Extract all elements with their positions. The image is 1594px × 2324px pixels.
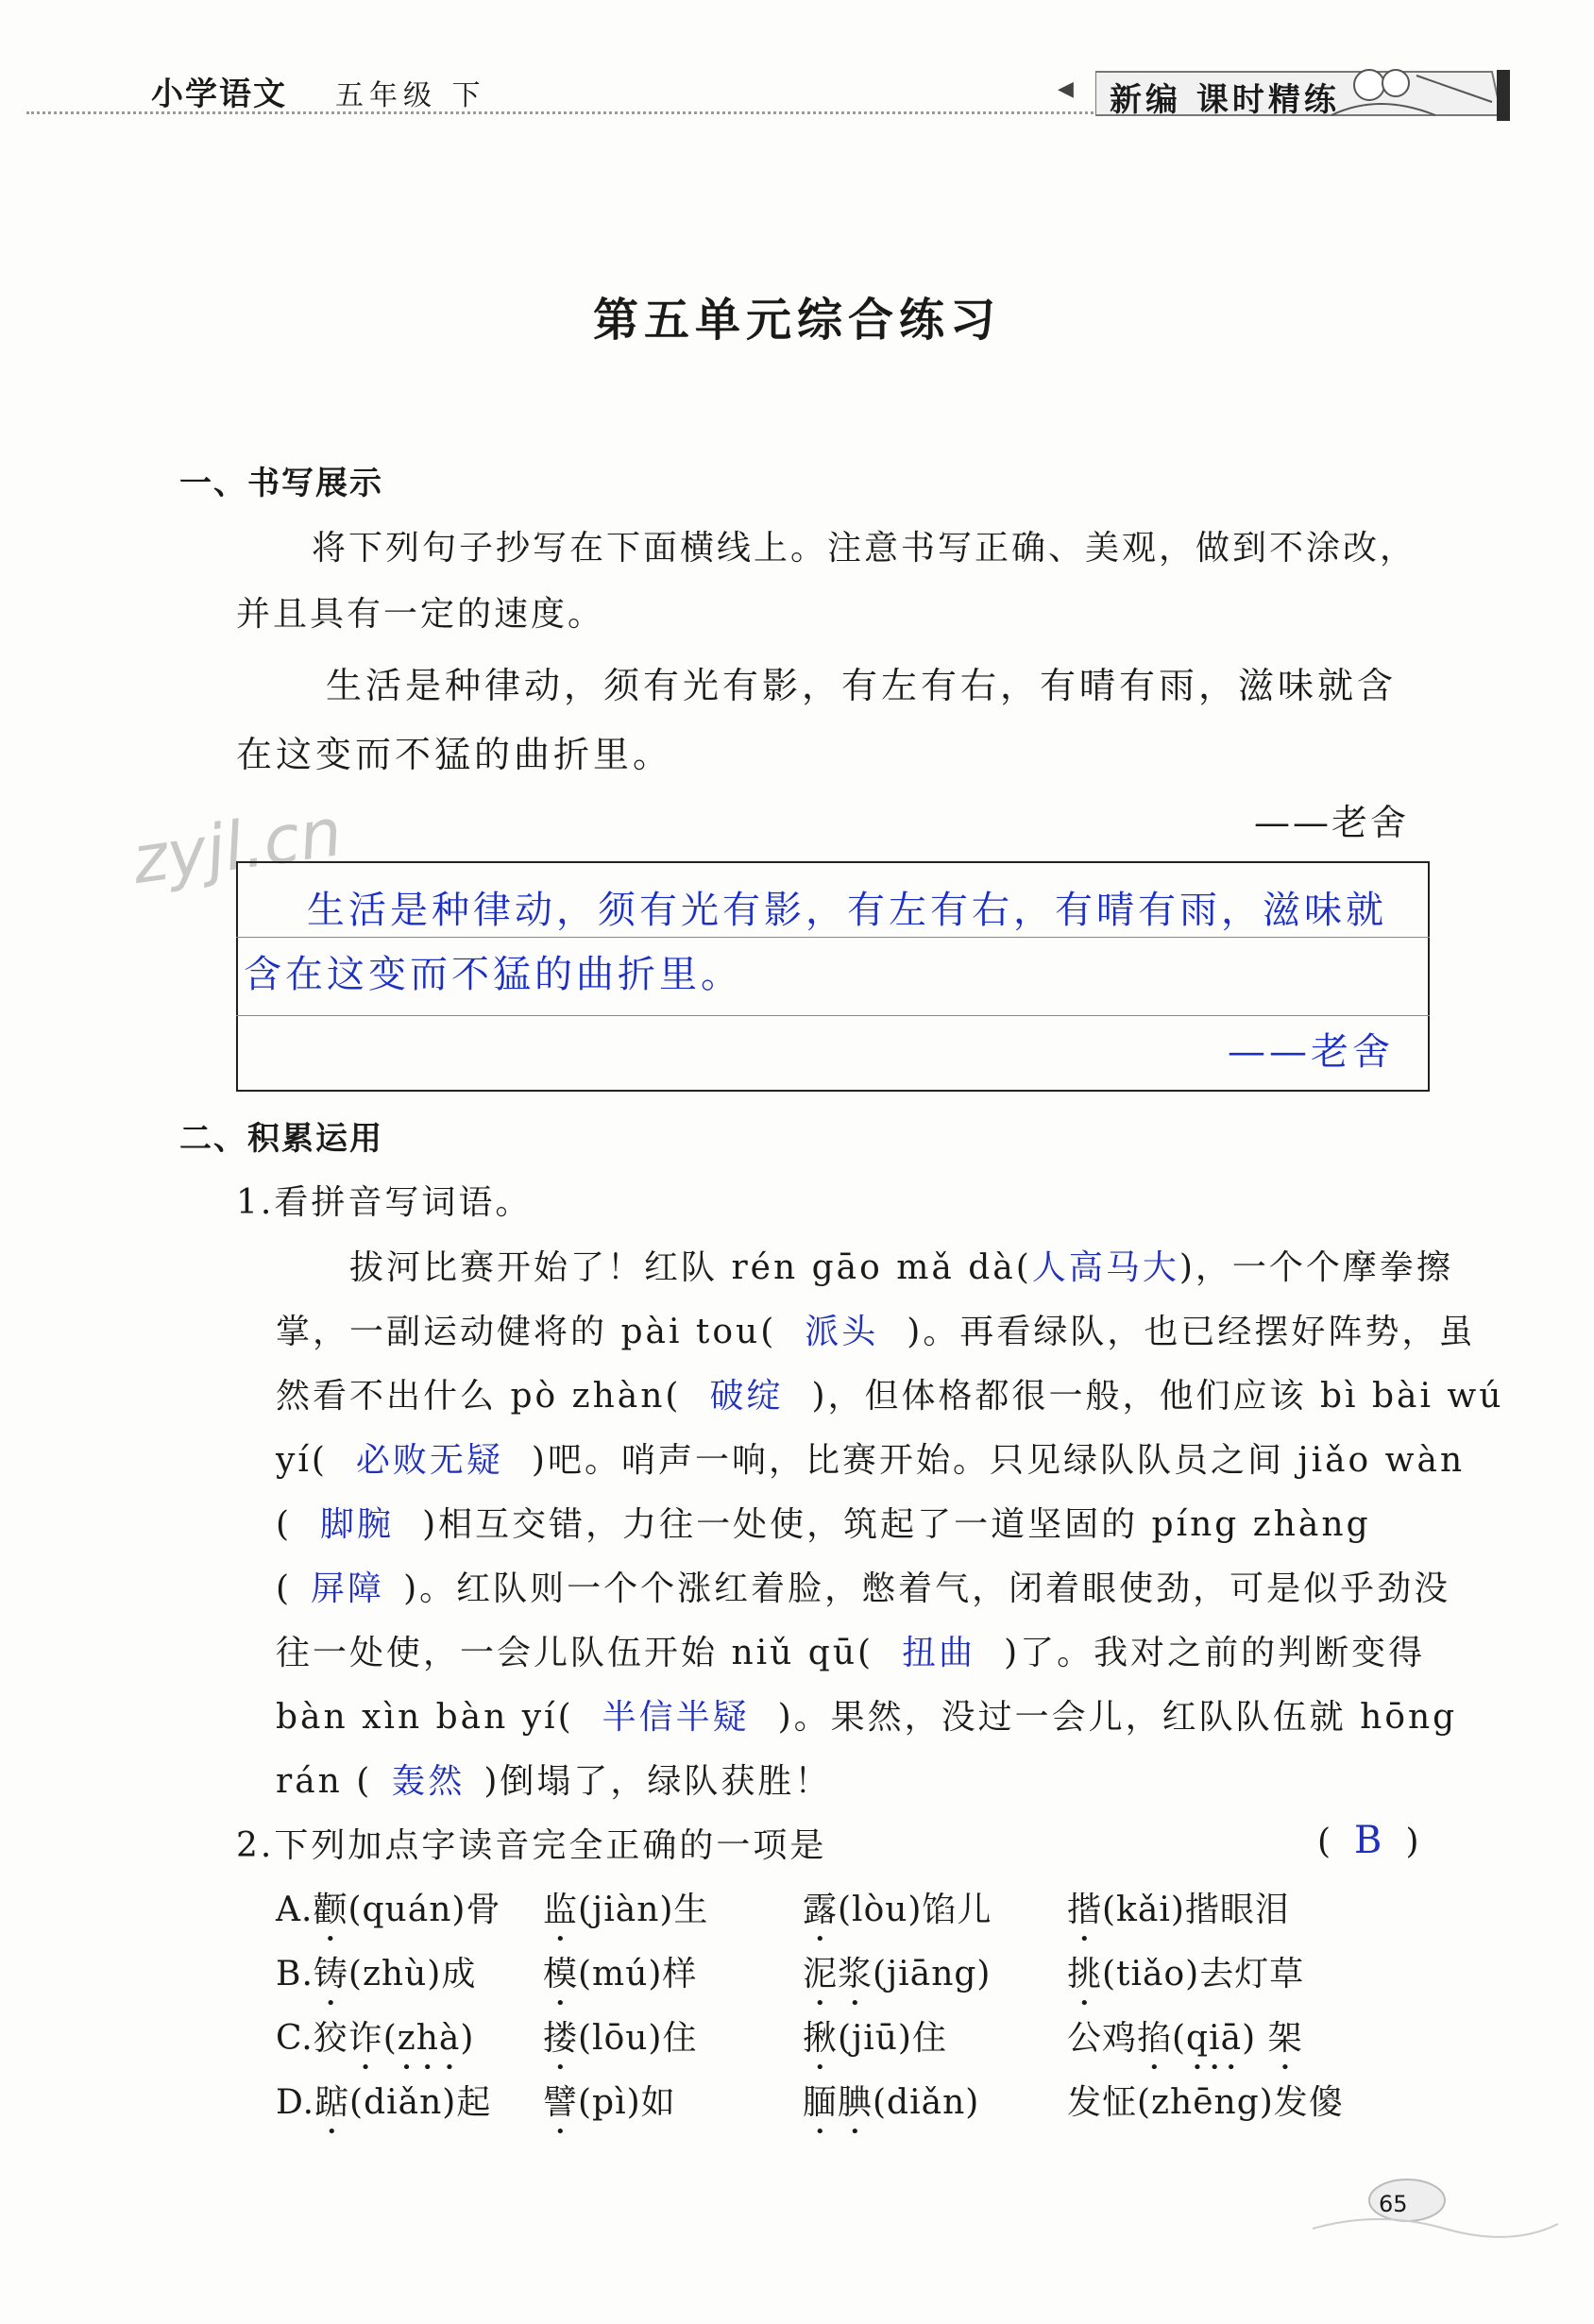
q1-line5: ( 脚腕 )相互交错，力往一处使，筑起了一道坚固的 píng zhàng [276,1505,1371,1544]
option-d-3: 腼腆(diǎn) [803,2083,980,2122]
option-d-4: 发怔(zhēng)发傻 [1067,2083,1344,2122]
q1-line1: 拔河比赛开始了！红队 rén gāo mǎ dà(人高马大)，一个个摩拳擦 [349,1248,1453,1287]
option-a-2: 监(jiàn)生 [543,1891,709,1929]
q1-line4: yí( 必败无疑 )吧。哨声一响，比赛开始。只见绿队队员之间 jiǎo wàn [276,1441,1466,1480]
subject-label: 小学语文 [151,76,287,113]
option-c-3: 揪(jiū)住 [803,2019,947,2058]
quote-line1: 生活是种律动，须有光有影，有左有右，有晴有雨，滋味就含 [326,665,1398,706]
answer-line1: 生活是种律动，须有光有影，有左有右，有晴有雨，滋味就 [307,889,1387,932]
q1-line9: rán ( 轰然 )倒塌了，绿队获胜！ [276,1762,832,1801]
triangle-left-icon: ◀ [1058,77,1074,101]
q1-line3: 然看不出什么 pò zhàn( 破绽 )，但体格都很一般，他们应该 bì bài wú [276,1377,1504,1416]
header-bar [1497,70,1510,121]
page-title: 第五单元综合练习 [592,294,1001,347]
option-b-4: 挑(tiǎo)去灯草 [1067,1955,1305,1993]
quote-line2: 在这变而不猛的曲折里。 [236,734,673,775]
answer-author: ——老舍 [1228,1030,1394,1074]
option-b-2: 模(mú)样 [543,1955,698,1993]
option-a: A.颧(quán)骨 [276,1891,501,1929]
option-c-4: 公鸡掐(qiā) 架 [1067,2019,1303,2058]
q1-line7: 往一处使，一会儿队伍开始 niǔ qū( 扭曲 )了。我对之前的判断变得 [276,1634,1426,1672]
option-d-2: 譬(pì)如 [543,2083,676,2122]
q1-label: 1.看拼音写词语。 [236,1183,533,1222]
answer-rule-2 [236,1015,1430,1016]
page-number: 65 [1379,2191,1408,2217]
option-d: D.踮(diǎn)起 [276,2083,492,2122]
section2-heading: 二、积累运用 [179,1120,383,1158]
quote-author: ——老舍 [1254,802,1410,843]
q2-label: 2.下列加点字读音完全正确的一项是 [236,1826,827,1865]
option-a-3: 露(lòu)馅儿 [803,1891,992,1929]
option-a-4: 揩(kǎi)揩眼泪 [1067,1891,1290,1929]
q1-line2: 掌，一副运动健将的 pài tou( 派头 )。再看绿队，也已经摆好阵势，虽 [276,1313,1476,1351]
answer-line2: 含在这变而不猛的曲折里。 [244,953,742,996]
brand-title: 新编 课时精练 [1110,81,1340,119]
page-footer-ornament-icon [1303,2172,1568,2248]
option-b: B.铸(zhù)成 [276,1955,477,1993]
watermark: zyjl.cn [127,792,347,900]
answer-rule-1 [236,937,1430,938]
option-c-2: 搂(lōu)住 [543,2019,698,2058]
grade-label: 五年级 下 [335,79,486,112]
option-c: C.狡诈(zhà) [276,2019,475,2058]
section1-instr-line2: 并且具有一定的速度。 [236,595,605,634]
q1-line8: bàn xìn bàn yí( 半信半疑 )。果然，没过一会儿，红队队伍就 hōng [276,1698,1458,1737]
section1-heading: 一、书写展示 [179,465,383,502]
section1-instr-line1: 将下列句子抄写在下面横线上。注意书写正确、美观，做到不涂改， [312,529,1417,568]
option-b-3: 泥浆(jiāng) [803,1955,992,1993]
q2-answer: ( B ) [1317,1819,1422,1862]
q1-line6: ( 屏障 )。红队则一个个涨红着脸，憋着气，闭着眼使劲，可是似乎劲没 [276,1569,1451,1608]
